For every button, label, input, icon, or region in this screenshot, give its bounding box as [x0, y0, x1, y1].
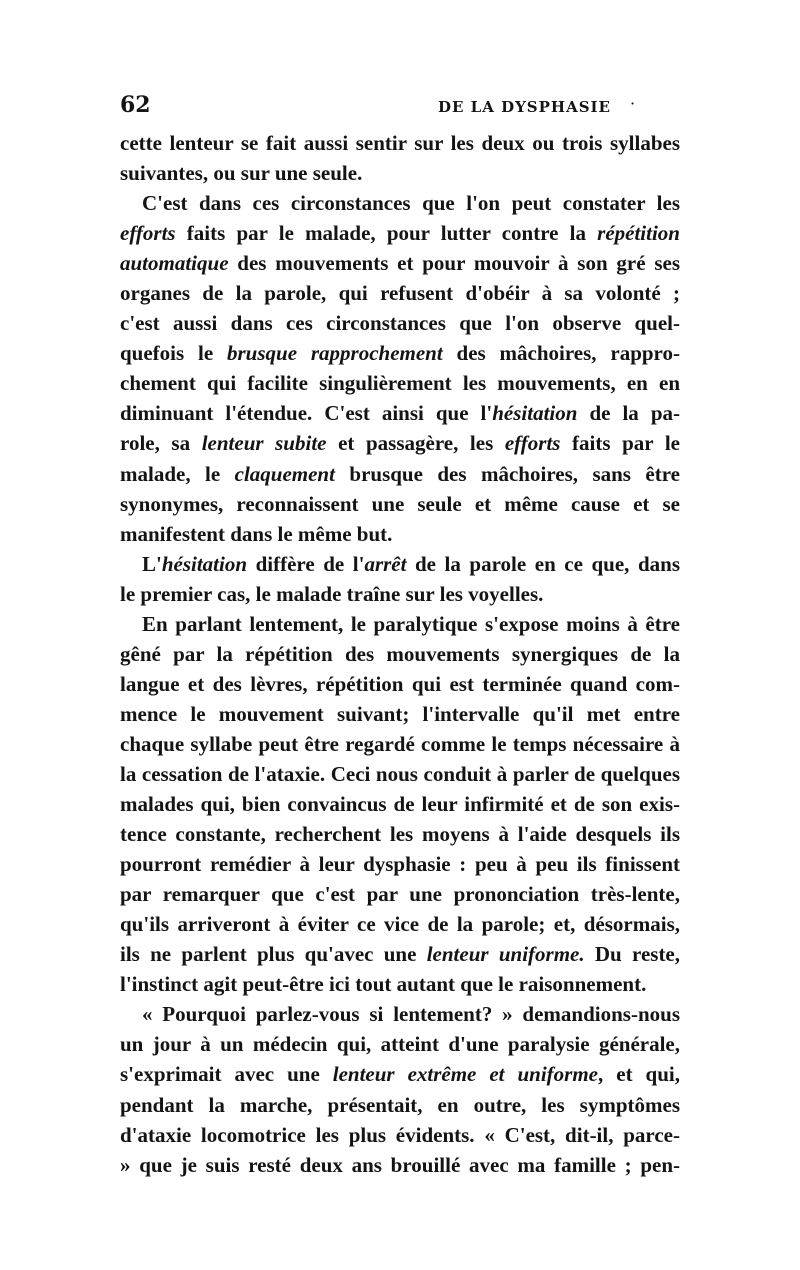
italic-text: répétition	[597, 221, 680, 246]
text-run: « Pourquoi parlez-vous si lentement? » demandions-nous	[142, 1002, 680, 1027]
italic-text: lenteur subite	[201, 431, 327, 456]
page-number: 62	[120, 92, 151, 118]
text-line	[120, 459, 680, 489]
text-run: organes de la parole, qui refusent d'obéir à sa volonté ;	[120, 281, 680, 306]
text-run: des mâchoires, rappro-	[442, 341, 680, 366]
text-line	[120, 428, 680, 458]
text-run: par remarquer que c'est par une prononciation très-lente,	[120, 882, 680, 907]
text-line	[120, 879, 680, 909]
text-run: faits par le malade, pour lutter contre la	[175, 221, 598, 246]
text-line	[120, 759, 680, 789]
text-line	[120, 519, 680, 549]
text-run: quefois le	[120, 341, 227, 366]
text-run: cette lenteur se fait aussi sentir sur les deux ou trois syllabes	[120, 131, 680, 155]
text-run: des mouvements et pour mouvoir à son gré ses	[228, 251, 680, 276]
text-run: C'est dans ces circonstances que l'on peut constater les	[142, 191, 680, 216]
italic-text: lenteur extrême et uniforme	[332, 1062, 599, 1087]
text-run: mence le mouvement suivant; l'intervalle qu'il met entre	[120, 701, 680, 726]
page-header	[120, 92, 680, 122]
text-run: langue et des lèvres, répétition qui est terminée quand com-	[120, 671, 680, 696]
text-run: un jour à un médecin qui, atteint d'une paralysie générale,	[120, 1032, 680, 1057]
text-line	[120, 969, 680, 999]
text-line	[120, 939, 680, 969]
text-run: suivantes, ou sur une seule.	[120, 161, 363, 186]
text-run: L'	[142, 551, 162, 576]
text-run: brusque des mâchoires, sans être	[334, 461, 680, 486]
text-line	[120, 819, 680, 849]
text-run: chement qui facilite singulièrement les mouvements, en en	[120, 371, 680, 396]
text-line	[120, 1150, 680, 1180]
text-run: pendant la marche, présentait, en outre, les symptômes	[120, 1092, 680, 1117]
text-line	[120, 489, 680, 519]
text-run: de la pa-	[577, 401, 680, 426]
text-run: c'est aussi dans ces circonstances que l'on observe quel-	[120, 311, 680, 336]
text-run: En parlant lentement, le paralytique s'expose moins à être	[142, 611, 680, 636]
text-line	[120, 579, 680, 609]
text-run: pourront remédier à leur dysphasie : peu à peu ils finissent	[120, 852, 680, 877]
italic-text: lenteur uniforme.	[426, 942, 585, 967]
italic-text: arrêt	[364, 551, 407, 576]
text-line	[120, 789, 680, 819]
text-line	[120, 1029, 680, 1059]
text-run: tence constante, recherchent les moyens à l'aide desquels ils	[120, 822, 680, 847]
header-mark: ·	[630, 94, 636, 113]
text-run: malades qui, bien convaincus de leur infirmité et de son exis-	[120, 792, 680, 817]
text-run: le premier cas, le malade traîne sur les voyelles.	[120, 581, 544, 606]
text-line	[120, 1090, 680, 1120]
text-line	[120, 699, 680, 729]
text-line	[120, 218, 680, 248]
italic-text: efforts	[120, 221, 176, 246]
text-run: qu'ils arriveront à éviter ce vice de la parole; et, désormais,	[120, 912, 680, 937]
text-line	[120, 128, 680, 158]
text-run: faits par le	[560, 431, 680, 456]
text-run: malade, le	[120, 461, 235, 486]
italic-text: claquement	[234, 461, 335, 486]
text-run: et passagère, les	[326, 431, 505, 456]
text-run: diminuant l'étendue. C'est ainsi que l'	[120, 401, 493, 426]
text-line	[120, 1059, 680, 1089]
text-line	[120, 549, 680, 579]
text-run: chaque syllabe peut être regardé comme le temps nécessaire à	[120, 731, 680, 756]
text-line	[120, 729, 680, 759]
body-text	[120, 128, 680, 1180]
text-line	[120, 849, 680, 879]
text-line	[120, 308, 680, 338]
text-line	[120, 609, 680, 639]
italic-text: hésitation	[492, 401, 578, 426]
text-line	[120, 639, 680, 669]
running-title: DE LA DYSPHASIE	[438, 98, 611, 116]
text-run: synonymes, reconnaissent une seule et même cause et se	[120, 491, 680, 516]
text-line	[120, 278, 680, 308]
text-line	[120, 188, 680, 218]
text-line	[120, 338, 680, 368]
text-line	[120, 1120, 680, 1150]
text-run: , et qui,	[598, 1062, 680, 1087]
text-run: d'ataxie locomotrice les plus évidents. « C'est, dit-il, parce-	[120, 1122, 680, 1147]
italic-text: brusque rapprochement	[227, 341, 443, 366]
text-run: ils ne parlent plus qu'avec une	[120, 942, 427, 967]
italic-text: efforts	[504, 431, 561, 456]
text-run: » que je suis resté deux ans brouillé avec ma famille ; pen-	[120, 1152, 680, 1177]
text-line	[120, 368, 680, 398]
text-line	[120, 248, 680, 278]
text-line	[120, 909, 680, 939]
text-line	[120, 999, 680, 1029]
text-run: de la parole en ce que, dans	[406, 551, 680, 576]
italic-text: hésitation	[161, 551, 248, 576]
text-run: s'exprimait avec une	[120, 1062, 333, 1087]
text-line	[120, 398, 680, 428]
italic-text: automatique	[120, 251, 229, 276]
text-run: la cessation de l'ataxie. Ceci nous conduit à parler de quelques	[120, 761, 680, 786]
text-run: manifestent dans le même but.	[120, 521, 393, 546]
text-line	[120, 669, 680, 699]
text-line	[120, 158, 680, 188]
text-run: role, sa	[120, 431, 202, 456]
text-run: gêné par la répétition des mouvements synergiques de la	[120, 641, 680, 666]
text-run: Du reste,	[584, 942, 680, 967]
text-run: diffère de l'	[247, 551, 365, 576]
text-run: l'instinct agit peut-être ici tout autant que le raisonnement.	[120, 972, 647, 997]
